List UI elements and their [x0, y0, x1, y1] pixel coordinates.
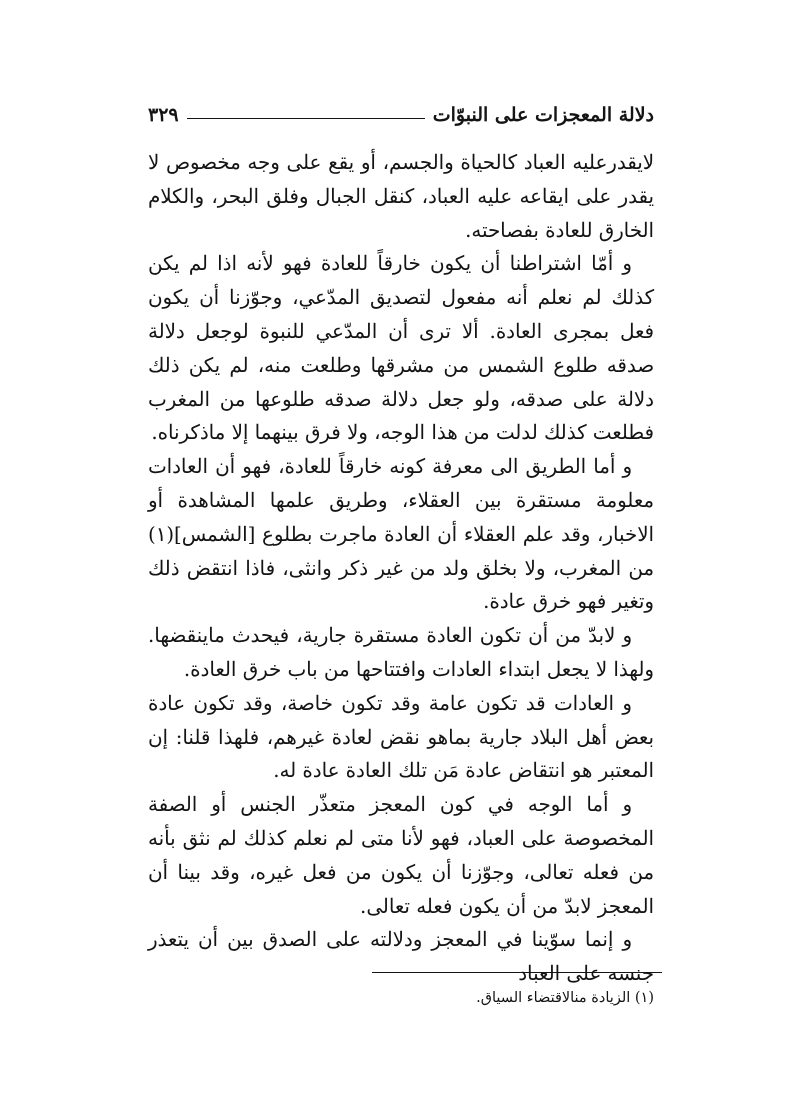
footnote: (١) الزيادة منالاقتضاء السياق.: [476, 990, 654, 1006]
paragraph: و إنما سوّينا في المعجز ودلالته على الصدق بين أن يتعذر جنسه على العباد: [148, 928, 654, 986]
header-rule: [187, 118, 425, 119]
paragraph: لايقدرعليه العباد كالحياة والجسم، أو يقع على وجه مخصوص لا يقدر على ايقاعه عليه العباد، كنقل الجبال وفلق البحر، والكلام الخارق للعادة بفصاحته.: [148, 151, 654, 242]
paragraph: و أما الطريق الى معرفة كونه خارقاً للعادة، فهو أن العادات معلومة مستقرة بين العقلاء، وطريق علمها المشاهدة أو الاخبار، وقد علم العقلاء أن العادة ماجرت بطلوع [الشمس](١) من المغرب، ولا بخلق ولد من غير ذكر وانثى، فاذا انتقض ذلك وتغير فهو خرق عادة.: [148, 455, 654, 614]
paragraph: و أمّا اشتراطنا أن يكون خارقاً للعادة فهو لأنه اذا لم يكن كذلك لم نعلم أنه مفعول لتصديق المدّعي، وجوّزنا أن يكون فعل بمجرى العادة. ألا ترى أن المدّعي للنبوة لوجعل دلالة صدقه طلوع الشمس من مشرقها وطلعت منه، لم يكن ذلك دلالة على صدقه، ولو جعل دلالة صدقه طلوعها من المغرب فطلعت كذلك لدلت من هذا الوجه، ولا فرق بينهما إلا ماذكرناه.: [148, 252, 654, 445]
paragraph: و العادات قد تكون عامة وقد تكون خاصة، وقد تكون عادة بعض أهل البلاد جارية بماهو نقض لعادة غيرهم، فلهذا قلنا: إن المعتبر هو انتقاض عادة مَن تلك العادة عادة له.: [148, 691, 654, 783]
page-number: ٣٢٩: [148, 104, 179, 126]
paragraph: و أما الوجه في كون المعجز متعذّر الجنس أو الصفة المخصوصة على العباد، فهو لأنا متى لم نعلم كذلك لم نثق بأنه من فعله تعالى، وجوّزنا أن يكون من فعل غيره، وقد بينا أن المعجز لابدّ من أن يكون فعله تعالى.: [148, 793, 654, 918]
page-header: [148, 98, 654, 132]
footnote-rule: [372, 972, 662, 973]
paragraph: و لابدّ من أن تكون العادة مستقرة جارية، فيحدث ماينقضها. ولهذا لا يجعل ابتداء العادات وافتتاحها من باب خرق العادة.: [148, 624, 654, 681]
body-text: [148, 146, 654, 991]
running-title: دلالة المعجزات على النبوّات: [432, 104, 654, 126]
